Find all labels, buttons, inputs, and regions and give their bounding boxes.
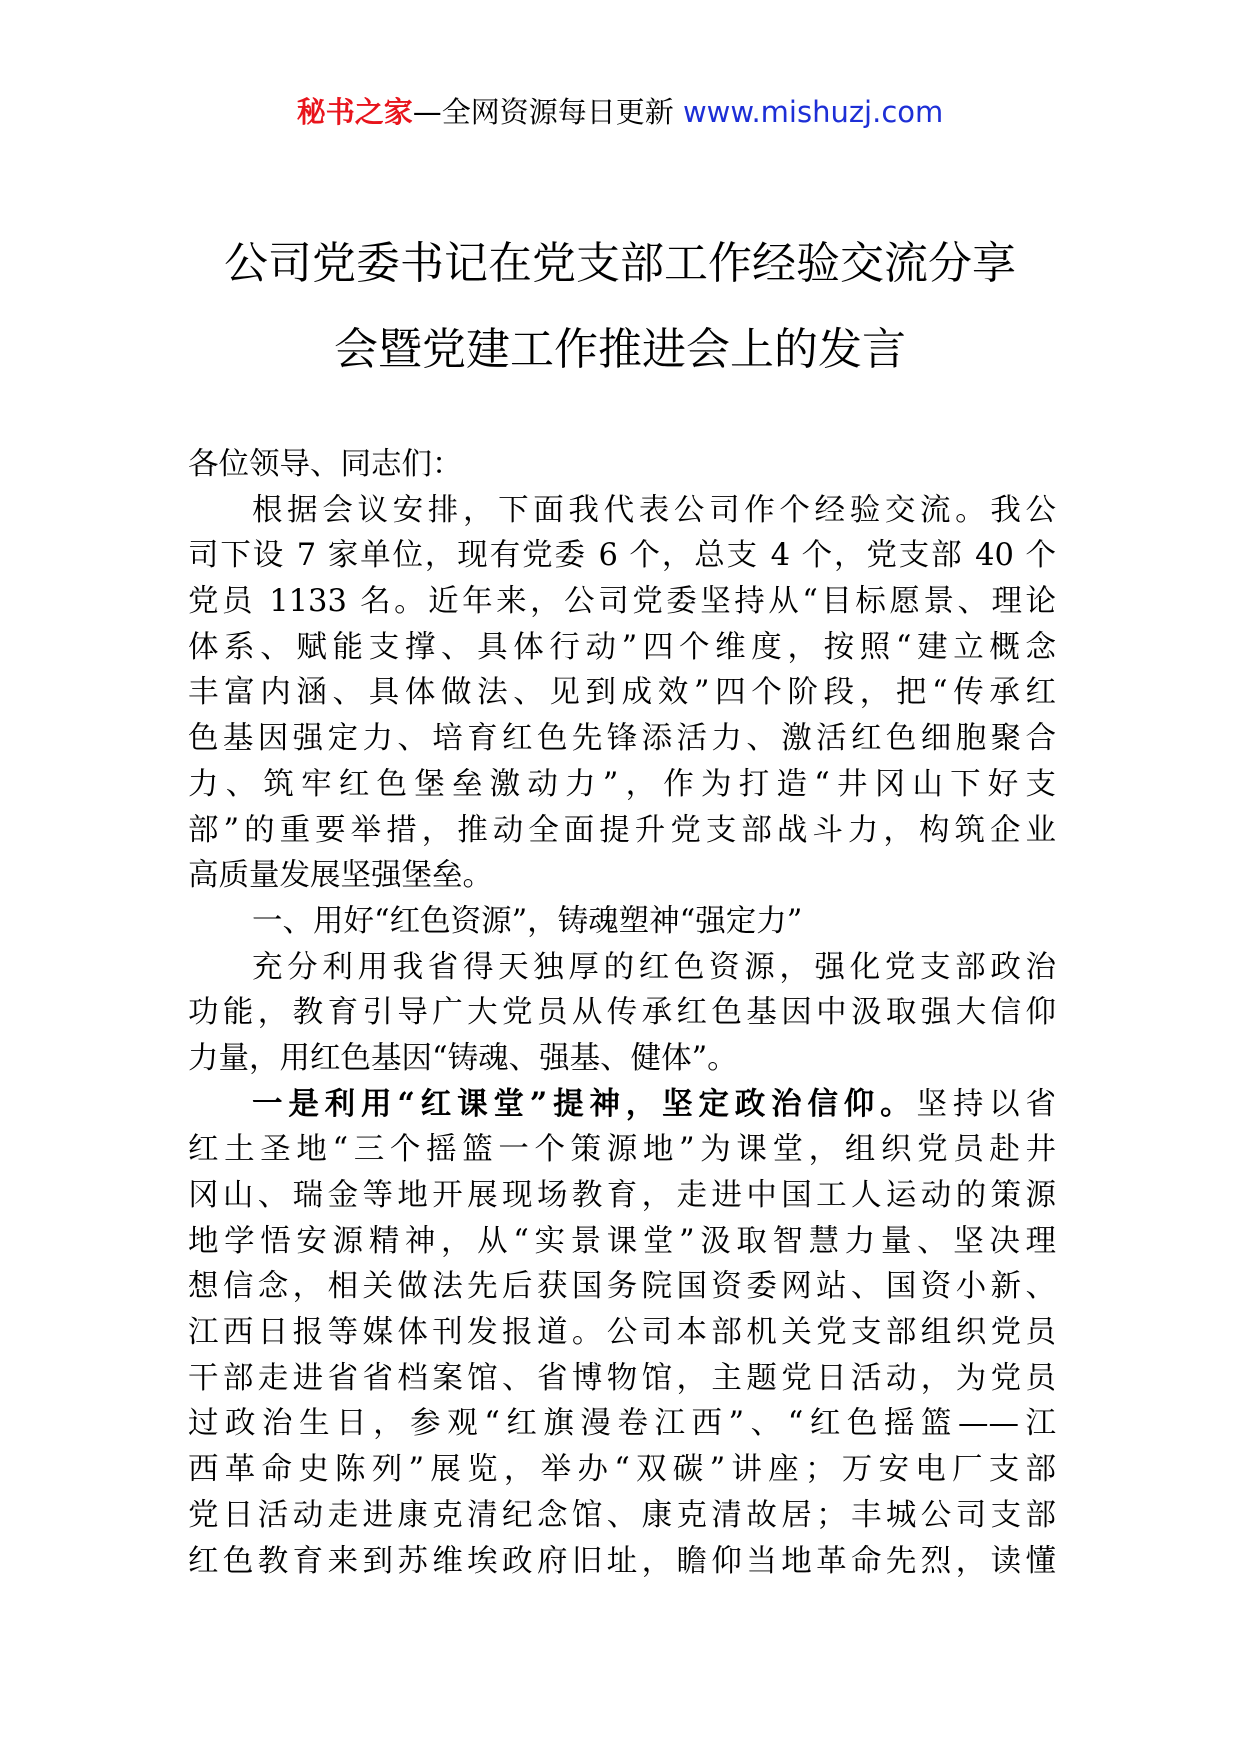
paragraph-line: 根据会议安排，下面我代表公司作个经验交流。我公 [252, 492, 1056, 528]
paragraph-line: 充分利用我省得天独厚的红色资源，强化党支部政治 [252, 949, 1056, 985]
document-title-line-2: 会暨党建工作推进会上的发言 [334, 324, 906, 375]
site-header [0, 92, 1240, 132]
paragraph-line: 丰富内涵、具体做法、见到成效”四个阶段，把“传承红 [188, 675, 1056, 711]
paragraph-line: 司下设 7 家单位，现有党委 6 个，总支 4 个，党支部 40 个 [188, 538, 1056, 574]
paragraph-line: 过政治生日，参观“红旗漫卷江西”、“红色摇篮——江 [188, 1406, 1056, 1442]
paragraph-line: 地学悟安源精神，从“实景课堂”汲取智慧力量、坚决理 [188, 1223, 1056, 1259]
paragraph-line: 高质量发展坚强堡垒。 [188, 858, 493, 894]
section-heading: 一、用好“红色资源”，铸魂塑神“强定力” [252, 903, 803, 939]
paragraph-line: 江西日报等媒体刊发报道。公司本部机关党支部组织党员 [188, 1315, 1056, 1351]
document-body [188, 442, 1056, 1584]
paragraph-line: 冈山、瑞金等地开展现场教育，走进中国工人运动的策源 [188, 1178, 1056, 1213]
paragraph-line: 红色教育来到苏维埃政府旧址，瞻仰当地革命先烈，读懂 [188, 1543, 1056, 1579]
paragraph-line: 体系、赋能支撑、具体行动”四个维度，按照“建立概念 [188, 629, 1056, 665]
paragraph-line: 色基因强定力、培育红色先锋添活力、激活红色细胞聚合 [188, 721, 1056, 757]
site-url-link[interactable]: www.mishuzj.com [682, 95, 944, 129]
paragraph-line: 西革命史陈列”展览，举办“双碳”讲座；万安电厂支部 [188, 1452, 1056, 1488]
paragraph-line-rest: 坚持以省 [916, 1086, 1056, 1122]
paragraph-line: 党日活动走进康克清纪念馆、康克清故居；丰城公司支部 [188, 1497, 1056, 1533]
salutation: 各位领导、同志们： [188, 447, 463, 482]
paragraph-line: 干部走进省省档案馆、省博物馆，主题党日活动，为党员 [188, 1360, 1056, 1396]
paragraph-line: 力、筑牢红色堡垒激动力”，作为打造“井冈山下好支 [188, 766, 1056, 802]
paragraph-line: 力量，用红色基因“铸魂、强基、健体”。 [188, 1040, 738, 1076]
document-title-line-1: 公司党委书记在党支部工作经验交流分享 [224, 238, 1016, 289]
brand-name: 秘书之家 [296, 95, 413, 129]
paragraph-line: 部”的重要举措，推动全面提升党支部战斗力，构筑企业 [188, 812, 1056, 848]
paragraph-line-with-bold-lead [188, 1082, 1056, 1128]
bold-lead: 一是利用“红课堂”提神，坚定政治信仰。 [252, 1085, 917, 1122]
paragraph-line: 红土圣地“三个摇篮一个策源地”为课堂，组织党员赴井 [188, 1132, 1056, 1168]
paragraph-line: 想信念，相关做法先后获国务院国资委网站、国资小新、 [188, 1269, 1056, 1305]
paragraph-line: 党员 1133 名。近年来，公司党委坚持从“目标愿景、理论 [188, 584, 1056, 620]
paragraph-line: 功能，教育引导广大党员从传承红色基因中汲取强大信仰 [188, 995, 1056, 1031]
header-slogan: —全网资源每日更新 [412, 95, 683, 129]
